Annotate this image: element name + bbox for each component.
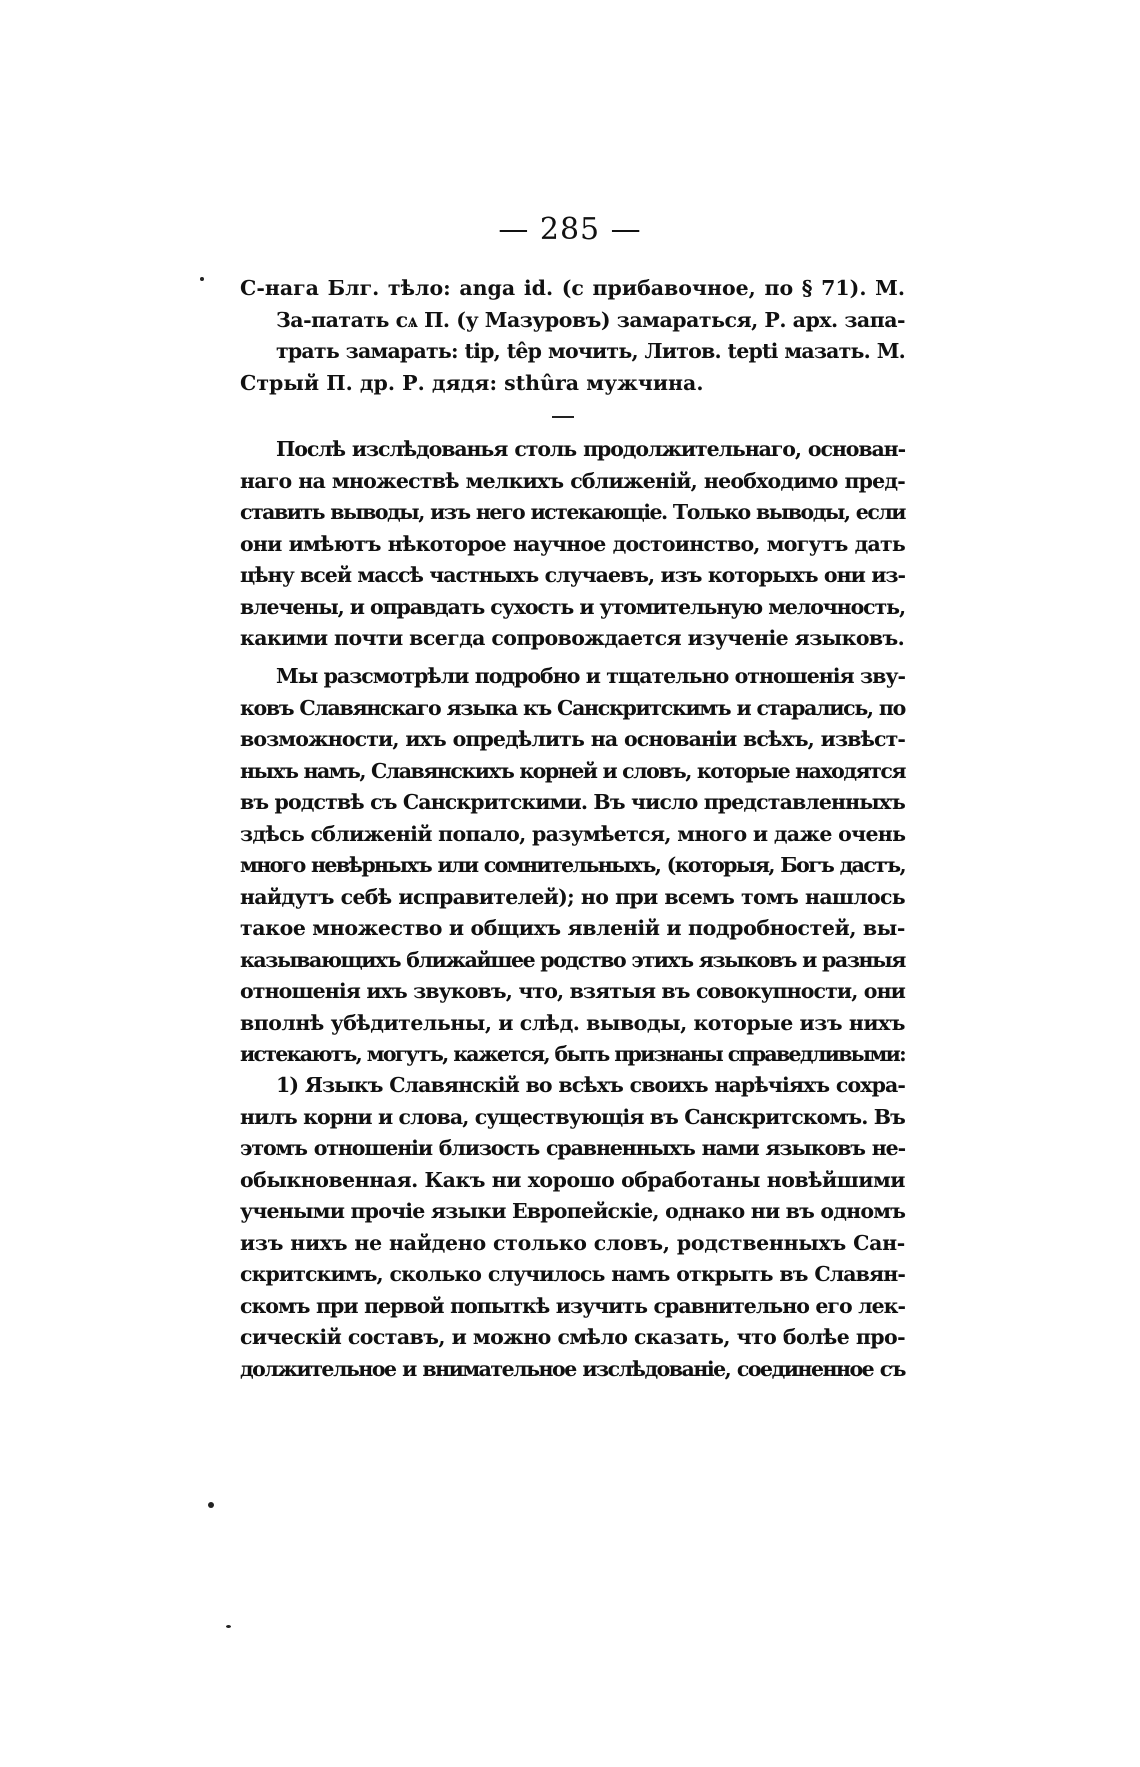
paragraph-line: много невѣрныхъ или сомнительныхъ, (которыя, Богъ дастъ,	[240, 853, 905, 877]
paragraph-line: обыкновенная. Какъ ни хорошо обработаны новѣйшими	[240, 1167, 905, 1192]
paragraph-line: сическiй составъ, и можно смѣло сказать, что болѣе про-	[240, 1325, 905, 1349]
paragraph-line: наго на множествѣ мелкихъ сближенiй, необходимо пред-	[240, 468, 905, 493]
paragraph-line: изъ нихъ не найдено столько словъ, родственныхъ Сан-	[240, 1230, 905, 1255]
paragraph-line: скритскимъ, сколько случилось намъ открыть въ Славян-	[240, 1262, 905, 1286]
paragraph-line: влечены, и оправдать сухость и утомительную мелочность,	[240, 594, 905, 619]
paragraph-line: ковъ Славянскаго языка къ Санскритскимъ и старались, по	[240, 695, 905, 720]
dictionary-entries	[240, 273, 905, 399]
paragraph-line: такое множество и общихъ явленiй и подробностей, вы-	[240, 916, 905, 940]
paragraph-line: какими почти всегда сопровождается изученiе языковъ.	[240, 626, 905, 650]
entry-line: Стрый П. др. Р. дядя: sthûra мужчина.	[240, 370, 704, 395]
section-separator	[552, 416, 574, 418]
paragraph-line: Послѣ изслѣдованья столь продолжительнаго, основан-	[276, 437, 905, 461]
paragraph-line: должительное и внимательное изслѣдованiе, соединенное съ	[240, 1356, 905, 1381]
paragraph-line: вполнѣ убѣдительны, и слѣд. выводы, которые изъ нихъ	[240, 1010, 905, 1035]
entry-line: За-патать сѧ П. (у Мазуровъ) замараться, Р. арх. запа-	[276, 307, 905, 332]
paragraph-1	[240, 434, 905, 655]
paragraph-line: цѣну всей массѣ частныхъ случаевъ, изъ которыхъ они из-	[240, 563, 905, 587]
scan-speck	[208, 1502, 214, 1508]
paragraph-line: истекаютъ, могутъ, кажется, быть признаны справедливыми:	[240, 1042, 905, 1066]
paragraph-line: ныхъ намъ, Славянскихъ корней и словъ, которые находятся	[240, 758, 905, 783]
paragraph-line: здѣсь сближенiй попало, разумѣется, много и даже очень	[240, 821, 906, 846]
paragraph-2	[240, 661, 905, 1071]
paragraph-line: 1) Языкъ Славянскiй во всѣхъ своихъ нарѣчiяхъ сохра-	[276, 1073, 905, 1097]
paragraph-line: найдутъ себѣ исправителей); но при всемъ томъ нашлось	[240, 884, 905, 909]
paragraph-line: скомъ при первой попыткѣ изучить сравнительно его лек-	[240, 1293, 905, 1318]
scan-speck	[226, 1625, 231, 1628]
paragraph-line: нилъ корни и слова, существующiя въ Санскритскомъ. Въ	[240, 1104, 905, 1129]
paragraph-line: этомъ отношенiи близость сравненныхъ нами языковъ не-	[240, 1136, 905, 1160]
paragraph-line: ставить выводы, изъ него истекающiе. Только выводы, если	[240, 500, 905, 524]
entry-line: трать замарать: tip, têp мочить, Литов. tepti мазать. М.	[276, 339, 905, 363]
paragraph-3	[240, 1070, 905, 1385]
page-number: — 285 —	[498, 212, 642, 247]
entry-line: С-нага Блг. тѣло: anga id. (с прибавочное, по § 71). М.	[240, 276, 905, 300]
paragraph-line: въ родствѣ съ Санскритскими. Въ число представленныхъ	[240, 790, 905, 814]
paragraph-line: они имѣютъ нѣкоторое научное достоинство, могутъ дать	[240, 531, 905, 556]
paragraph-line: казывающихъ ближайшее родство этихъ языковъ и разныя	[240, 947, 905, 972]
paragraph-line: отношенiя ихъ звуковъ, что, взятыя въ совокупности, они	[240, 979, 905, 1003]
scan-speck	[200, 277, 204, 281]
paragraph-line: учеными прочiе языки Европейскiе, однако ни въ одномъ	[240, 1199, 906, 1223]
paragraph-line: Мы разсмотрѣли подробно и тщательно отношенiя зву-	[276, 664, 905, 688]
paragraph-line: возможности, ихъ опредѣлить на основанiи всѣхъ, извѣст-	[240, 727, 905, 751]
